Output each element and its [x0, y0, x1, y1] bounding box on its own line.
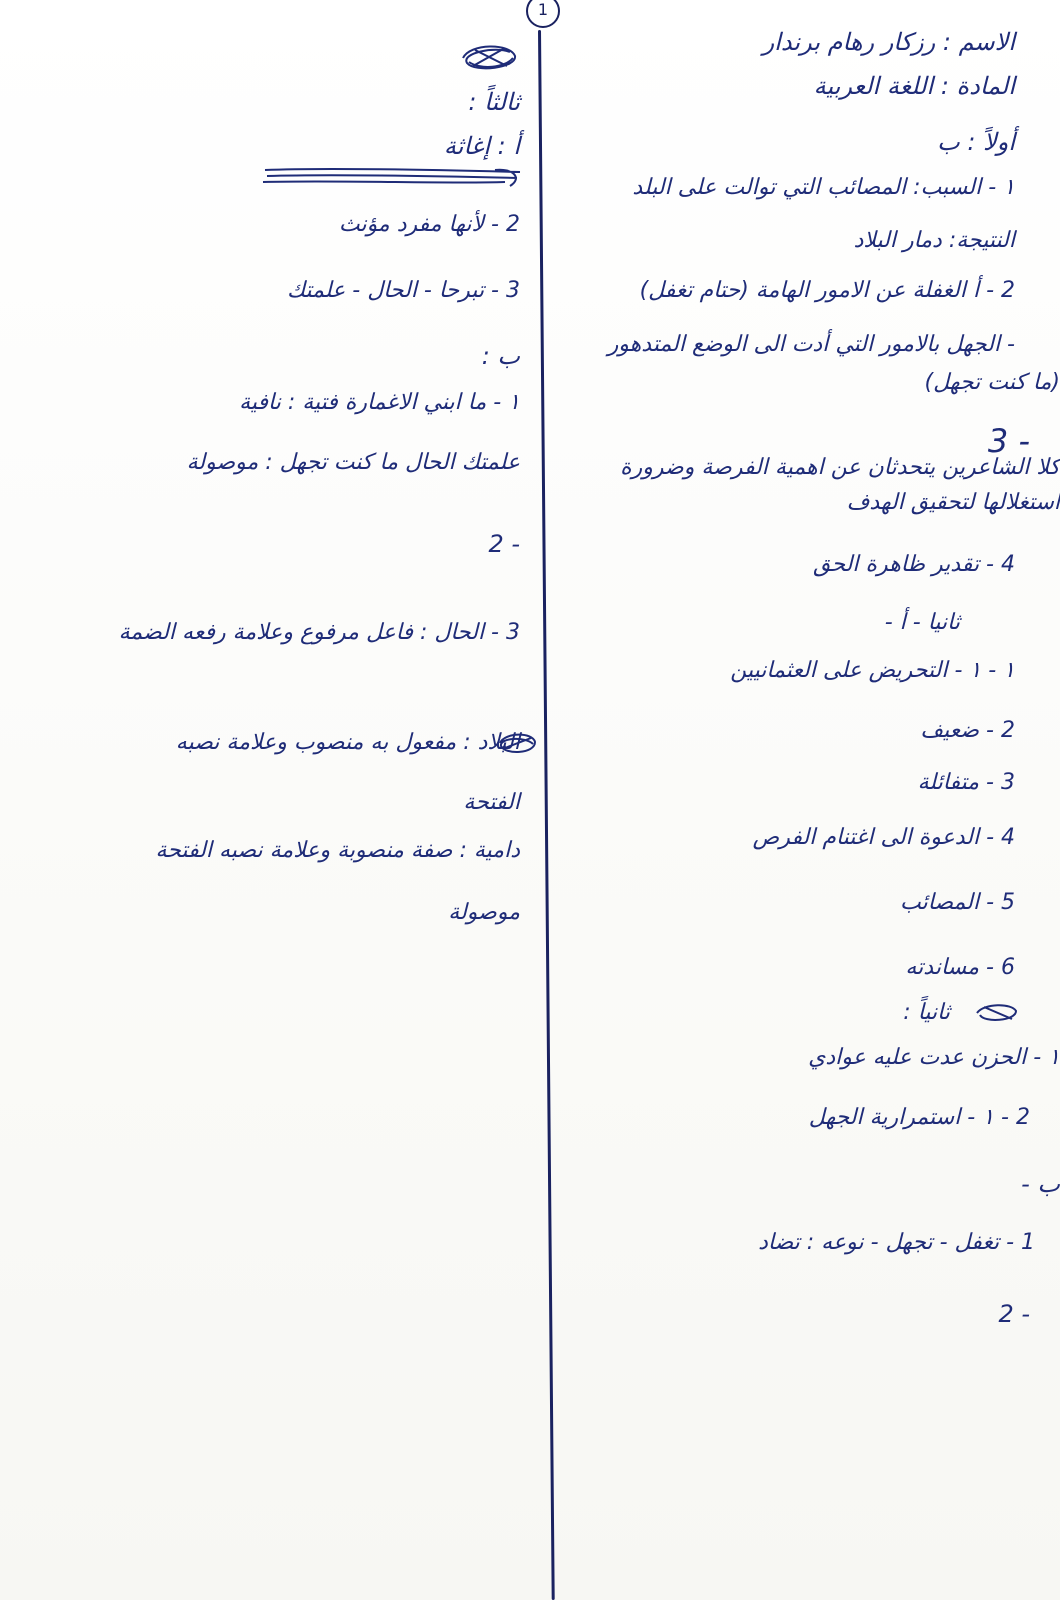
strikethrough-line	[255, 160, 530, 195]
right-column-line: 3 -	[987, 422, 1030, 460]
right-column-line: ثانياً :	[903, 1000, 950, 1025]
right-column-line: النتيجة: دمار البلاد	[853, 228, 1015, 253]
left-column-line: دامية : صفة منصوبة وعلامة نصبه الفتحة	[155, 838, 520, 863]
scribble-mark-top	[455, 38, 525, 78]
right-column-line: 5 - المصائب	[900, 890, 1015, 915]
left-column-line: علمتك الحال ما كنت تجهل : موصولة	[186, 450, 520, 475]
right-column-line: 3 - متفائلة	[917, 770, 1015, 795]
left-column-line: أ : إغاثة	[443, 132, 520, 160]
left-column-line: الفتحة	[463, 790, 520, 815]
right-column-line: 2 - ضعيف	[920, 718, 1015, 743]
right-column-line: 2 - أ الغفلة عن الامور الهامة (حتام تغفل)	[639, 278, 1015, 303]
right-column-line: - الجهل بالامور التي أدت الى الوضع المتدهور	[607, 332, 1015, 357]
right-column-line: ثانيا - أ -	[884, 610, 960, 635]
right-column-line: أولاً : ب	[937, 128, 1015, 156]
right-column-line: 4 - تقدير ظاهرة الحق	[813, 552, 1015, 577]
left-column-line: 3 - تبرحا - الحال - علمتك	[287, 278, 520, 303]
right-column-line: ١ - الحزن عدت عليه عوادي	[808, 1045, 1060, 1070]
right-column-line: كلا الشاعرين يتحدثان عن اهمية الفرصة وضرورة	[620, 455, 1060, 480]
right-column-line: ب -	[1021, 1170, 1060, 1198]
column-divider	[538, 30, 555, 1600]
right-column-line: الاسم : رزكار رهام برندار	[762, 28, 1015, 56]
right-column-line: استغلالها لتحقيق الهدف	[846, 490, 1060, 515]
left-column-line: 3 - الحال : فاعل مرفوع وعلامة رفعه الضمة	[118, 620, 520, 645]
left-column-line: البلاد : مفعول به منصوب وعلامة نصبه	[175, 730, 520, 755]
right-column-line: 6 - مساندته	[905, 955, 1015, 980]
page-number: 1	[526, 0, 560, 28]
right-column-line: ١ - السبب: المصائب التي توالت على البلد	[632, 175, 1015, 200]
left-column-line: 2 - لأنها مفرد مؤنث	[338, 212, 520, 237]
right-column-line: 2 -	[998, 1300, 1030, 1328]
left-column-line: ١ - ما ابني الاغمارة فتية : نافية	[239, 390, 520, 415]
scribble-mark-lower	[972, 997, 1022, 1027]
right-column-line: المادة : اللغة العربية	[813, 72, 1015, 100]
right-column-line: ١ - ١ - التحريض على العثمانيين	[730, 658, 1015, 683]
right-column-line: 1 - تغفل - تجهل - نوعه : تضاد	[758, 1230, 1035, 1255]
right-column-line: 2 - ١ - استمرارية الجهل	[808, 1105, 1030, 1130]
right-column-line: 4 - الدعوة الى اغتنام الفرص	[752, 825, 1015, 850]
left-column-line: 2 -	[488, 530, 520, 558]
left-column-line: ب :	[481, 342, 520, 370]
left-column-line: ثالثاً :	[468, 88, 520, 116]
right-column-line: (ما كنت تجهل)	[924, 370, 1060, 395]
left-column-line: موصولة	[448, 900, 520, 925]
